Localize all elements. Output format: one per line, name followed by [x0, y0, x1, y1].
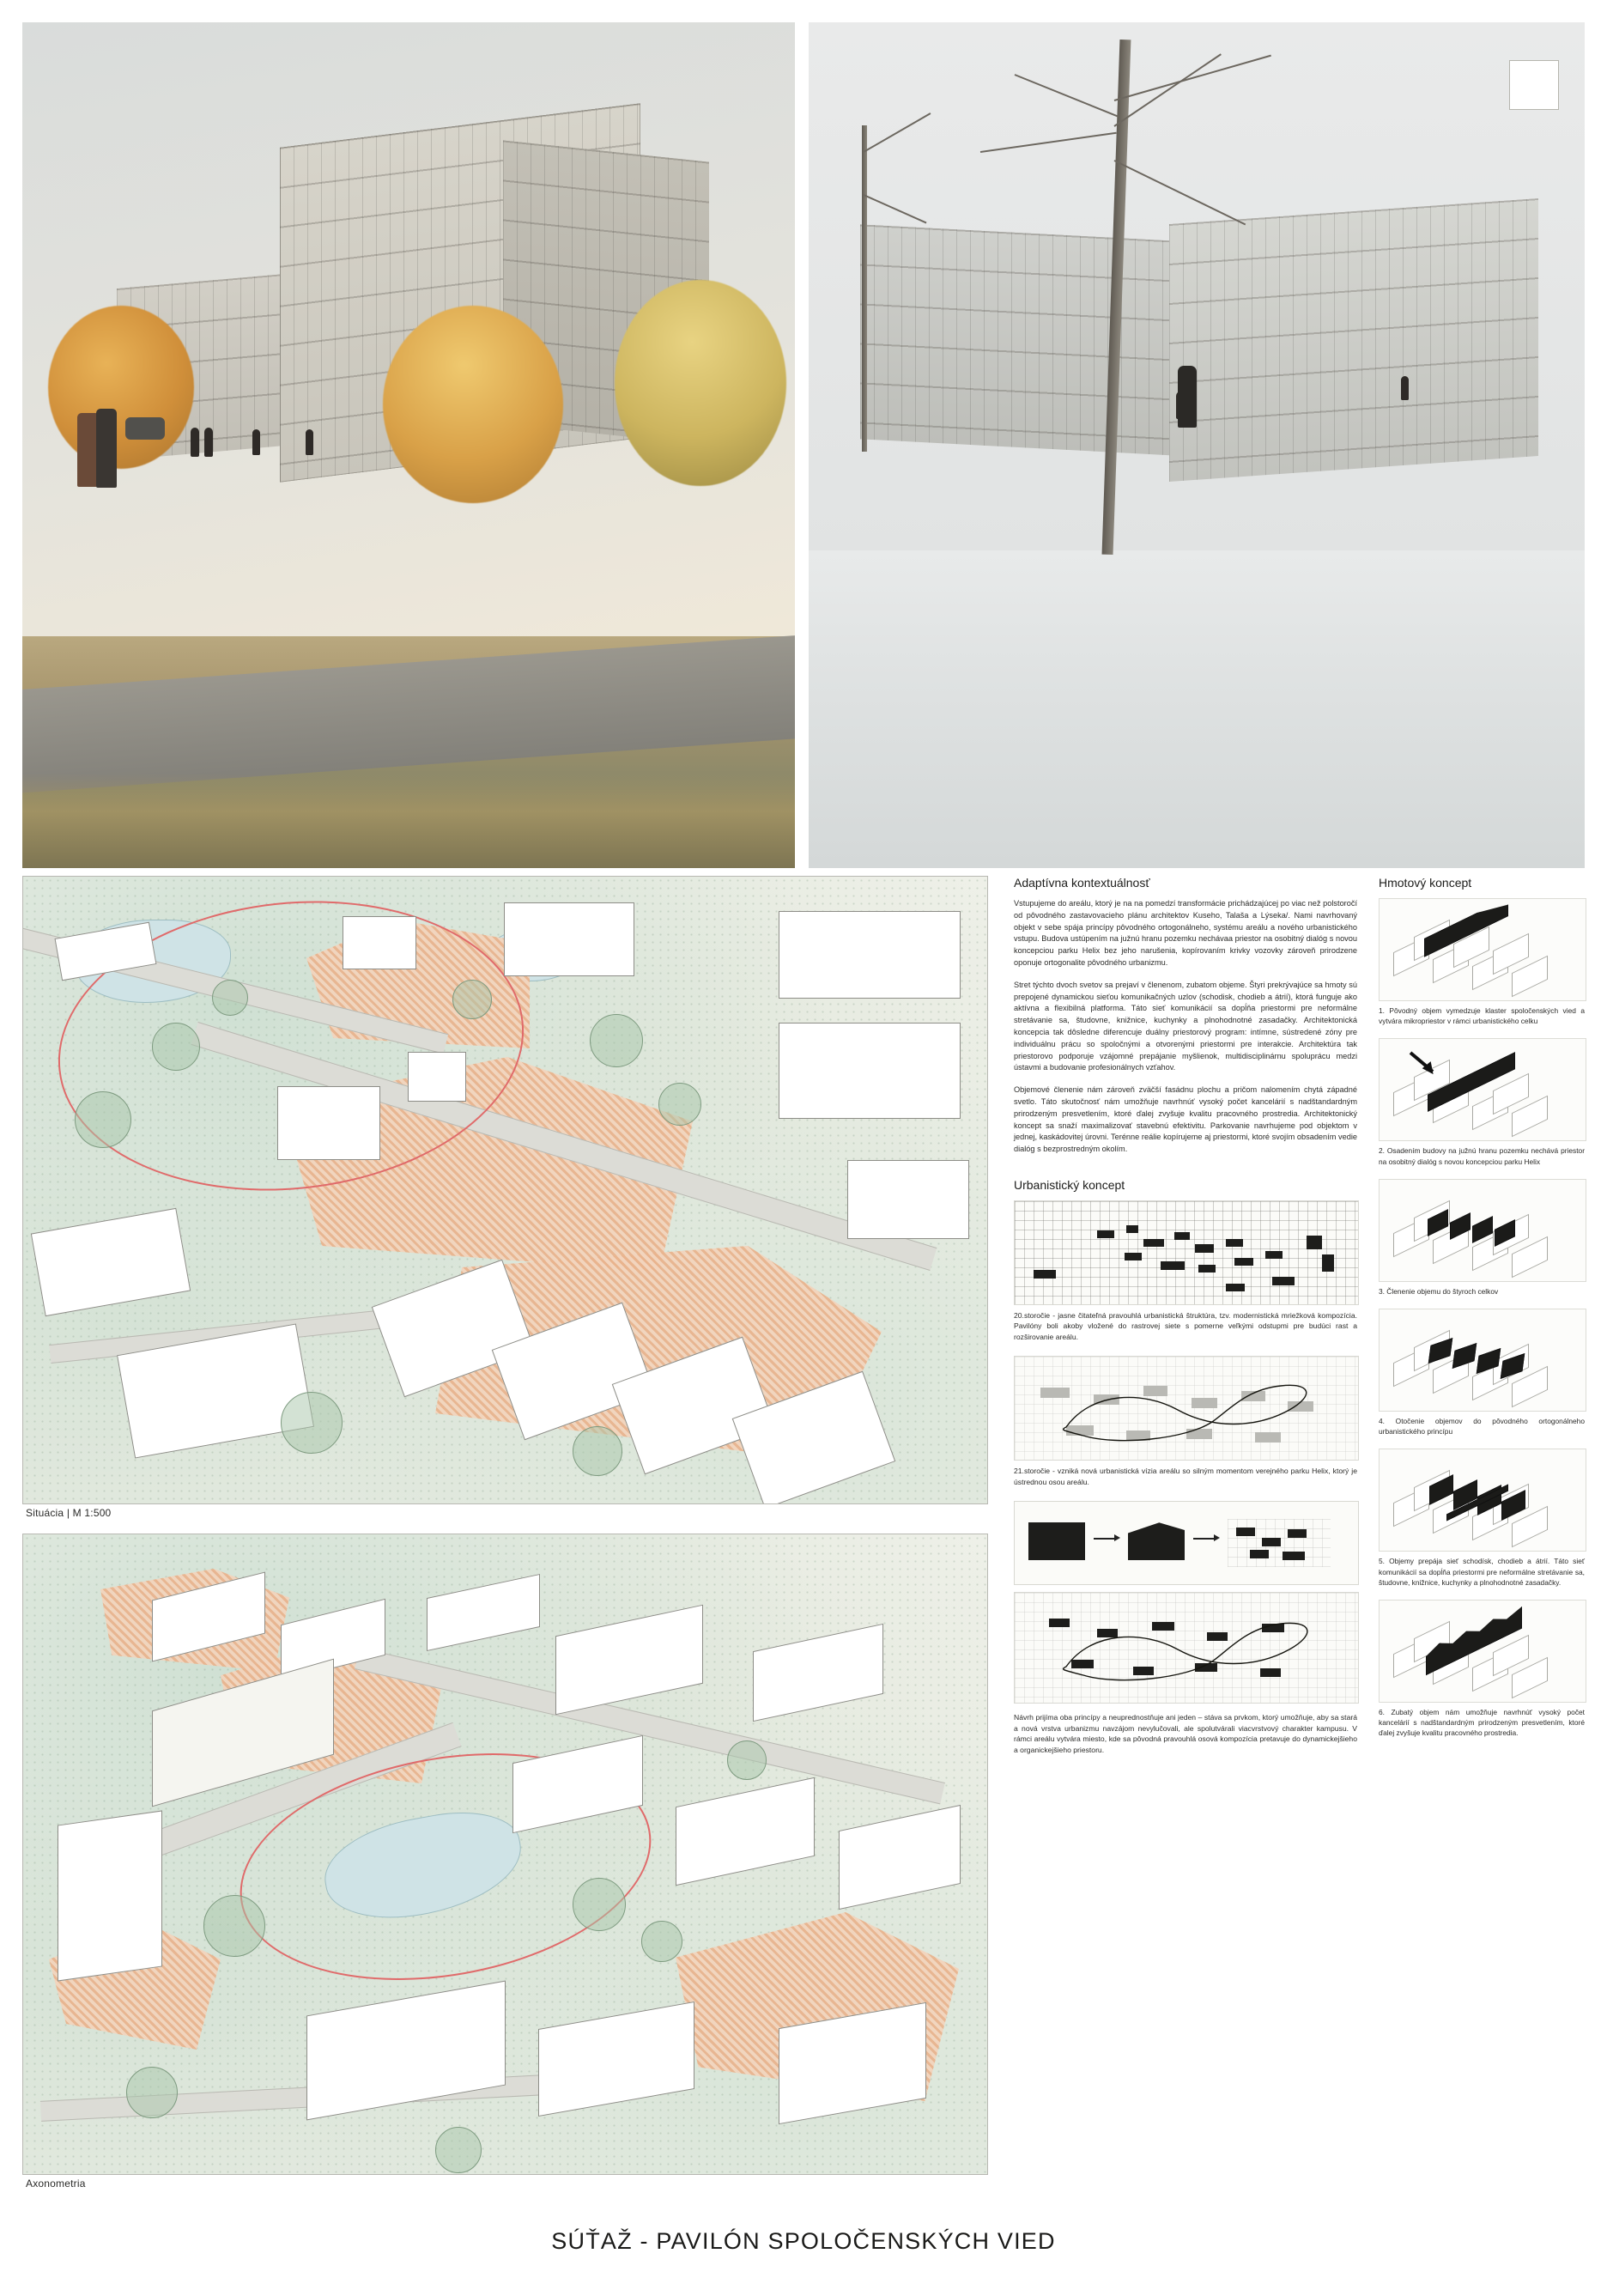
- axonometry-drawing: [22, 1534, 988, 2175]
- plan-building: [408, 1052, 466, 1102]
- concept-step: [1379, 1600, 1585, 1739]
- paragraph-1: Vstupujeme do areálu, ktorý je na na pomedzí transformácie prichádzajúcej po viac než polstoročí od pôvodného zastavovacieho plánu architektov Kuseho, Talaša a Lýseka/. Nami navrhovaný objekt v sebe spája princípy pôvodného ortogonálneho, systému areálu a nového urbanistického vstupu. Budova ustúpením na južnú hranu pozemku nechávaa priestor na osobitný dialóg s novou koncepciou parku Helix bez jeho narušenia, kopírovaním krivky vozovky zároveň prirodzene oponuje ortogonalite pôvodného urbanizmu.: [1014, 899, 1357, 967]
- concept-step-text: 2. Osadením budovy na južnú hranu pozemku nechává priestor na osobitný dialóg s novou koncepciou parku Helix: [1379, 1146, 1585, 1166]
- section-title-adaptivna-kontextualnost: Adaptívna kontextuálnosť: [1014, 876, 1150, 890]
- plan-building: [504, 902, 634, 976]
- concept-step: [1379, 898, 1585, 1026]
- urban-diagram-20th-century: [1014, 1200, 1359, 1305]
- plan-tree: [126, 2067, 178, 2118]
- concept-arrow-icon: [1380, 1039, 1586, 1140]
- diagram-block: [1272, 1277, 1295, 1285]
- tree: [615, 280, 786, 486]
- helix-loop-curve: [1015, 1593, 1358, 1703]
- paragraph-3: Objemové členenie nám zároveň zväčší fasádnu plochu a pričom nalomením chytá západné svetlo. Táto skutočnosť nám umožňuje navrhnúť vysoký počet kancelárií s nadštandardným prirodzeným presvetlením, ktoré ďalej zvyšuje kvalitu pracovného prostredia. Architektonický koncept sa snaží maximalizovať stavebnú efektivitu. Parkovanie navrhujeme pod objektom v jednej, kaskádovitej úrovni. Terénne reálie kopírujeme aj priestormi, ktoré svojím obsadením vedie dialóg s bezprostredným okolím.: [1014, 1085, 1357, 1154]
- concept-step-text: 5. Objemy prepája sieť schodísk, chodieb a átrií. Táto sieť komunikácií sa dopĺňa priestormi pre neformálne stretávanie sa, študovne, knižnice, kuchynky a plnohodnotné zasadačky.: [1379, 1557, 1585, 1587]
- diagram-step-3: [1228, 1519, 1331, 1567]
- plan-tree: [212, 980, 248, 1016]
- plan-tree: [152, 1023, 200, 1071]
- board-title: SÚŤAŽ - PAVILÓN SPOLOČENSKÝCH VIED: [551, 2228, 1056, 2254]
- diagram-block: [1265, 1251, 1283, 1259]
- concept-step: [1379, 1179, 1585, 1297]
- concept-step: [1379, 1449, 1585, 1588]
- grass-foreground: [22, 774, 795, 868]
- concept-axon-1: [1379, 898, 1586, 1001]
- concept-axon-6: [1379, 1600, 1586, 1703]
- diagram-block: [1126, 1225, 1138, 1233]
- diagram-block: [1226, 1284, 1245, 1291]
- axonometria-caption: Axonometria: [26, 2178, 86, 2190]
- concept-step-text: 6. Zubatý objem nám umožňuje navrhnúť vysoký počet kancelárií s nadštandardným prirodzeným presvetlením, ktoré ďalej zvyšuje kvalitu pracovného prostredia.: [1379, 1707, 1585, 1738]
- urban-diagram-synthesis: [1014, 1592, 1359, 1704]
- urban-diagram-21st-century: [1014, 1356, 1359, 1461]
- diagram-block: [1161, 1261, 1185, 1270]
- plan-building-volume: [58, 1810, 162, 1981]
- diagram-block: [1234, 1258, 1253, 1266]
- arrow-head-icon: [1114, 1534, 1120, 1541]
- plan-tree: [641, 1921, 682, 1962]
- plan-tree: [658, 1083, 701, 1126]
- person: [1401, 376, 1409, 400]
- plan-tree: [590, 1014, 643, 1067]
- render-row: [22, 22, 1585, 868]
- tree: [48, 306, 194, 469]
- person: [306, 429, 313, 455]
- section-title-hmotovy-koncept: Hmotový koncept: [1379, 876, 1472, 890]
- concept-axon-3: [1379, 1179, 1586, 1282]
- diagram-block: [1143, 1239, 1164, 1247]
- person: [191, 428, 199, 457]
- plan-building: [779, 911, 961, 999]
- site-plan-situacia: [22, 876, 988, 1504]
- concept-step-text: 4. Otočenie objemov do pôvodného ortogonálneho urbanistického princípu: [1379, 1416, 1585, 1437]
- lower-section: [22, 876, 1585, 2215]
- arrow-line: [1193, 1538, 1216, 1540]
- concept-step-text: 1. Pôvodný objem vymedzuje klaster spoločenských vied a vytvára mikropriestor v rámci urbanistického celku: [1379, 1006, 1585, 1026]
- urban-diagram-transformation-sequence: [1014, 1501, 1359, 1585]
- plan-tree: [203, 1895, 265, 1957]
- concept-axon-4: [1379, 1309, 1586, 1412]
- diagram-caption-2: 21.storočie - vzniká nová urbanistická vízia areálu so silným momentom verejného parku Helix, ktorý je ústrednou osou areálu.: [1014, 1467, 1357, 1486]
- diagram-grid: [1015, 1201, 1358, 1304]
- helix-loop-curve: [1015, 1357, 1358, 1460]
- plan-tree: [75, 1091, 131, 1148]
- paragraph-2: Stret týchto dvoch svetov sa prejaví v členenom, zubatom objeme. Štyri prekrývajúce sa hmoty sú prepojené dynamickou sieťou komunikačných uzlov (schodisk, chodieb a átrií), ktorá funguje ako aktívna a flexibilná platforma. Táto sieť komunikácií sa dopĺňa priestormi pre neformálne stretávanie sa, študovne, knižnice, kuchynky a plnohodnotné zasadačky. Architektonická koncepcia tak dôsledne diferencuje duálny priestorový program: intímne, sústredené zóny pre individuálnu prácu so spoločnými a otvorenými priestormi pre interakcie. Architektúra tak priestorovo podporuje vzájomné prepájanie myšlienok, multidisciplinárnu spoluprácu medzi ústavmi a budovanie profesionálnych vzťahov.: [1014, 980, 1357, 1072]
- person: [96, 409, 117, 488]
- street-level-autumn-render: [22, 22, 795, 868]
- plan-building: [779, 1023, 961, 1119]
- diagram-step-1: [1028, 1522, 1085, 1560]
- diagram-block: [1034, 1270, 1056, 1279]
- diagram-block: [1226, 1239, 1243, 1247]
- concept-axon-2: [1379, 1038, 1586, 1141]
- diagram-block: [1322, 1254, 1334, 1272]
- diagram-block: [1198, 1265, 1216, 1273]
- concept-step: [1379, 1038, 1585, 1166]
- bare-tree-trunk: [862, 125, 867, 452]
- arrow-head-icon: [1214, 1534, 1220, 1541]
- plan-tree: [573, 1878, 626, 1931]
- plan-tree: [727, 1740, 767, 1780]
- plan-building: [847, 1160, 969, 1239]
- concept-axon-5: [1379, 1449, 1586, 1552]
- plan-tree: [281, 1392, 343, 1454]
- concept-step: [1379, 1309, 1585, 1437]
- diagram-caption-1: 20.storočie - jasne čitateľná pravouhlá urbanistická štruktúra, tzv. modernistická mriežková kompozícia. Pavilóny boli akoby vložené do rastrovej siete s pomerne veľkými odstupmi pre budúci rast a rozširovanie areálu.: [1014, 1310, 1357, 1341]
- plan-building: [343, 916, 416, 969]
- person: [204, 428, 213, 457]
- plan-tree: [452, 980, 492, 1019]
- concept-column: [1379, 876, 1585, 1750]
- diagram-step-2: [1128, 1522, 1185, 1560]
- plan-tree: [573, 1426, 622, 1476]
- section-title-urbanisticky-koncept: Urbanistický koncept: [1014, 1177, 1125, 1192]
- diagram-block: [1307, 1236, 1322, 1249]
- facade-mullions: [1169, 198, 1538, 482]
- text-column: [1014, 876, 1357, 1769]
- diagram-block: [1097, 1230, 1114, 1238]
- diagram-block: [1174, 1232, 1190, 1240]
- arrow-line: [1094, 1538, 1116, 1540]
- building-block-right: [1169, 198, 1538, 482]
- diagram-block: [1195, 1244, 1214, 1253]
- car: [125, 417, 165, 440]
- plan-building: [277, 1086, 380, 1160]
- courtyard-winter-render: [809, 22, 1585, 868]
- person: [1178, 366, 1197, 428]
- tree: [383, 306, 563, 503]
- diagram-caption-3: Návrh prijíma oba princípy a neuprednostňuje ani jeden – stáva sa prvkom, ktorý umožňuje, aby sa stará a nová vrstva urbanizmu navzájom nevylučovali, ale spolutvárali viacvrstvový charakter kampusu. V rámci areálu vytvára miesto, kde sa pôvodná pravouhlá osová kompozícia pretavuje do dynamickejšieho a organickejšieho priestoru.: [1014, 1713, 1357, 1754]
- person: [252, 429, 260, 455]
- plan-tree: [435, 2127, 482, 2173]
- diagram-block: [1125, 1253, 1142, 1260]
- board-logo-square: [1509, 60, 1559, 110]
- concept-step-text: 3. Členenie objemu do štyroch celkov: [1379, 1286, 1499, 1296]
- situacia-caption: Situácia | M 1:500: [26, 1507, 112, 1519]
- snow-ground: [809, 550, 1585, 868]
